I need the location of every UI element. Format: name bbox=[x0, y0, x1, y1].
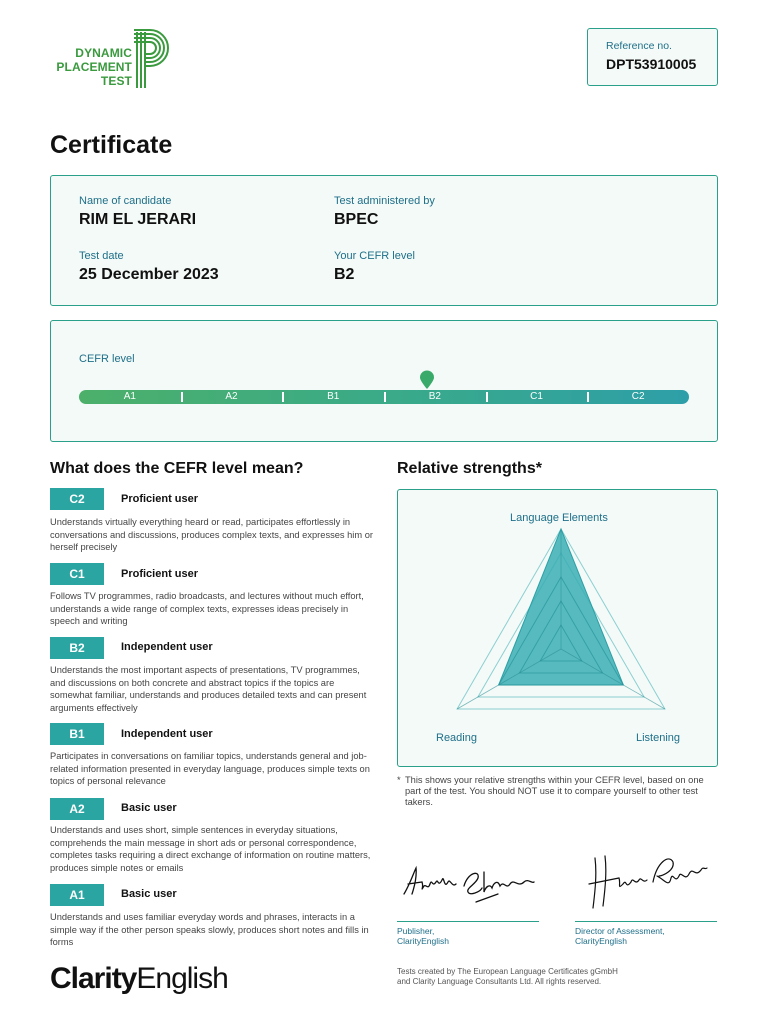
logo-line-3: TEST bbox=[100, 74, 132, 88]
radar-chart-box bbox=[397, 489, 718, 767]
level-tag-c2: C2 bbox=[50, 488, 104, 510]
cefr-level-value: B2 bbox=[334, 266, 355, 283]
cefr-segment: A1 bbox=[123, 391, 136, 402]
clarity-logo-light: English bbox=[136, 962, 228, 995]
level-user-a1: Basic user bbox=[121, 888, 177, 900]
level-desc-a2: Understands and uses short, simple sentences in everyday situations, comprehends the main message in short ads or personal correspondence, completes tasks requiring a direct exchange of information on routine matters, produces simple notes or emails bbox=[50, 825, 371, 874]
test-date-field bbox=[79, 250, 219, 284]
level-tag-a2: A2 bbox=[50, 798, 104, 820]
cefr-level-field bbox=[334, 250, 415, 284]
cefr-meaning-title: What does the CEFR level mean? bbox=[50, 460, 304, 477]
level-user-a2: Basic user bbox=[121, 802, 177, 814]
level-user-b2: Independent user bbox=[121, 641, 213, 653]
copyright-line-2: and Clarity Language Consultants Ltd. All rights reserved. bbox=[397, 977, 602, 986]
level-tag-b2: B2 bbox=[50, 637, 104, 659]
candidate-name-label: Name of candidate bbox=[79, 195, 172, 207]
relative-strengths-title: Relative strengths* bbox=[397, 460, 542, 477]
director-role: Director of Assessment, bbox=[575, 926, 665, 936]
director-caption bbox=[575, 926, 665, 946]
level-user-b1: Independent user bbox=[121, 728, 213, 740]
administered-by: BPEC bbox=[334, 211, 379, 228]
level-desc-c1: Follows TV programmes, radio broadcasts, and lectures without much effort, understands a wide range of complex texts, expresses ideas precisely in speech and writing bbox=[50, 591, 364, 627]
publisher-role: Publisher, bbox=[397, 926, 435, 936]
director-org: ClarityEnglish bbox=[575, 936, 627, 946]
candidate-info-box bbox=[50, 175, 718, 306]
publisher-org: ClarityEnglish bbox=[397, 936, 449, 946]
administered-by-label: Test administered by bbox=[334, 195, 435, 207]
radar-axis-label: Reading bbox=[436, 732, 477, 744]
publisher-caption bbox=[397, 926, 449, 946]
candidate-name: RIM EL JERARI bbox=[79, 211, 197, 228]
reference-box bbox=[587, 28, 718, 86]
level-user-c1: Proficient user bbox=[121, 568, 199, 580]
level-desc-a1: Understands and uses familiar everyday words and phrases, interacts in a simple way if the other person speaks slowly, produces short notes and fills in forms bbox=[50, 912, 369, 948]
logo-p-mark-icon bbox=[130, 26, 178, 90]
cefr-segment: B1 bbox=[282, 390, 384, 404]
clarity-logo-bold: Clarity bbox=[50, 962, 137, 995]
level-tag-b1: B1 bbox=[50, 723, 104, 745]
radar-chart bbox=[398, 490, 719, 768]
location-pin-icon bbox=[419, 370, 435, 390]
cefr-segment: A2 bbox=[181, 390, 283, 404]
test-date: 25 December 2023 bbox=[79, 266, 219, 283]
administered-by-field bbox=[334, 195, 435, 229]
cefr-segment: B2 bbox=[384, 390, 486, 404]
publisher-signature-line bbox=[397, 921, 539, 922]
page-title: Certificate bbox=[50, 131, 173, 159]
reference-label: Reference no. bbox=[606, 40, 672, 52]
radar-axis-label: Listening bbox=[636, 732, 681, 744]
cefr-segment: C1 bbox=[486, 390, 588, 404]
footnote-mark: * bbox=[397, 775, 401, 785]
candidate-name-field bbox=[79, 195, 196, 229]
footnote-text: This shows your relative strengths within your CEFR level, based on one part of the test. You should NOT use it to compare yourself to other test takers. bbox=[405, 775, 704, 807]
level-tag-a1: A1 bbox=[50, 884, 104, 906]
director-signature-line bbox=[575, 921, 717, 922]
publisher-signature bbox=[400, 862, 540, 914]
reference-number: DPT53910005 bbox=[606, 56, 697, 72]
test-date-label: Test date bbox=[79, 250, 124, 262]
director-signature bbox=[585, 848, 710, 914]
cefr-level-label: Your CEFR level bbox=[334, 250, 415, 262]
logo-text bbox=[56, 46, 132, 88]
level-desc-c2: Understands virtually everything heard or read, participates effortlessly in conversations and discussions, produces complex texts, and expresses him or herself precisely bbox=[50, 517, 373, 553]
level-tag-c1: C1 bbox=[50, 563, 104, 585]
level-desc-b1: Participates in conversations on familiar topics, understands general and job-related information presented in everyday language, produces simple texts on topics of personal relevance bbox=[50, 751, 370, 787]
copyright-text bbox=[397, 967, 657, 987]
level-desc-b2: Understands the most important aspects of presentations, TV programmes, and discussions on both concrete and abstract topics if the topics are somewhat familiar, understands and produces detailed texts and can present arguments effectively bbox=[50, 665, 367, 714]
cefr-scale-label: CEFR level bbox=[79, 353, 135, 365]
copyright-line-1: Tests created by The European Language Certificates gGmbH bbox=[397, 967, 618, 976]
dynamic-placement-test-logo bbox=[48, 24, 178, 94]
clarityenglish-logo bbox=[50, 962, 228, 996]
logo-line-2: PLACEMENT bbox=[56, 60, 132, 74]
logo-line-1: DYNAMIC bbox=[75, 46, 132, 60]
cefr-scale-bar bbox=[79, 390, 689, 404]
cefr-scale-box bbox=[50, 320, 718, 442]
level-user-c2: Proficient user bbox=[121, 493, 199, 505]
radar-axis-label: Language Elements bbox=[510, 512, 608, 524]
cefr-segment: C2 bbox=[587, 390, 689, 404]
strengths-footnote bbox=[397, 775, 719, 808]
